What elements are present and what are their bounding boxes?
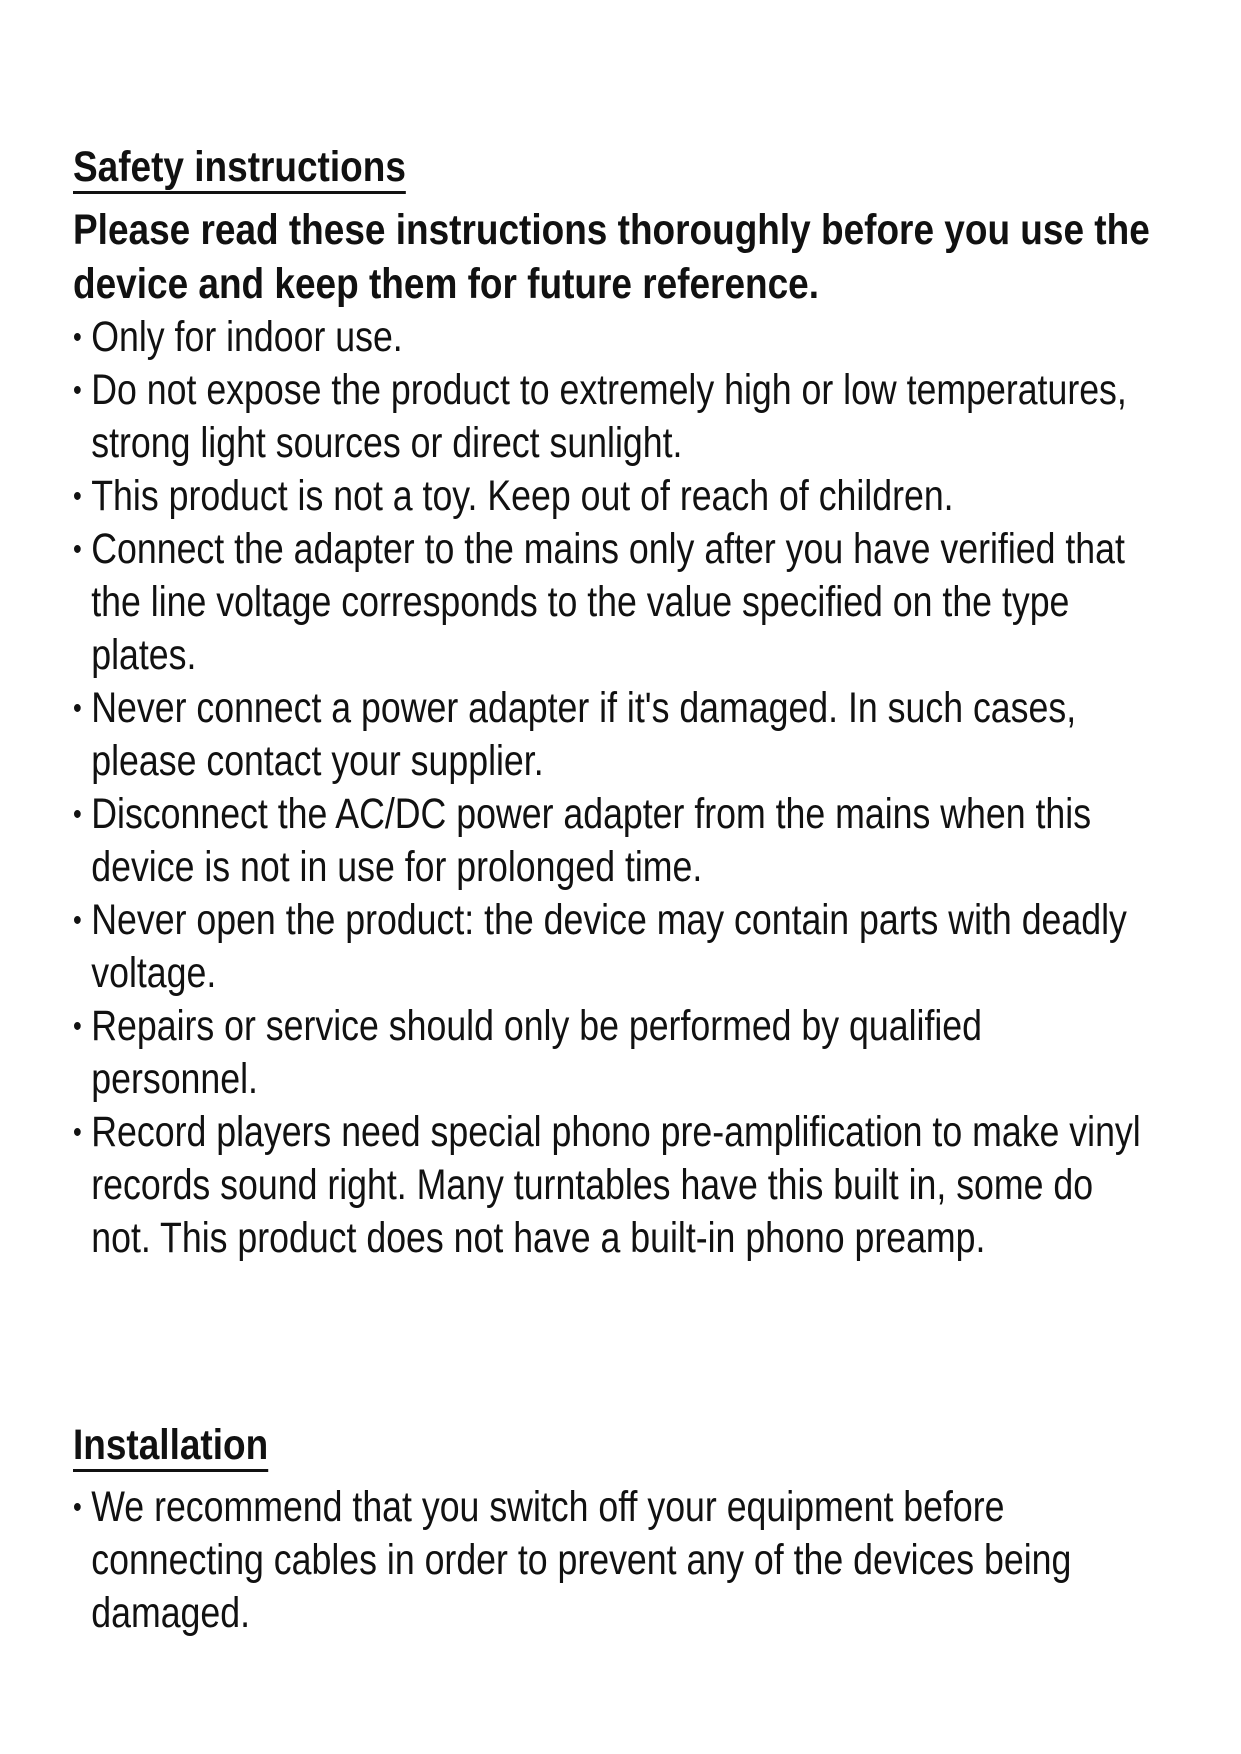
list-item bbox=[73, 364, 1152, 470]
bullet-icon: • bbox=[73, 321, 82, 354]
list-item-text: Record players need special phono pre-amplification to make vinyl records sound right. Many turntables have this built in, some do not. This product does not have a built-in phono preamp. bbox=[91, 1108, 1141, 1262]
safety-intro: Please read these instructions thoroughly before you use the device and keep them for future reference. bbox=[73, 206, 1150, 308]
bullet-icon: • bbox=[73, 374, 82, 407]
list-item bbox=[73, 788, 1152, 894]
list-item bbox=[73, 470, 1152, 523]
list-item-text: We recommend that you switch off your equipment before connecting cables in order to prevent any of the devices being damaged. bbox=[91, 1483, 1072, 1637]
safety-heading-text: Safety instructions bbox=[73, 145, 406, 194]
safety-heading bbox=[73, 142, 406, 194]
bullet-icon: • bbox=[73, 798, 82, 831]
list-item-text: Repairs or service should only be performed by qualified personnel. bbox=[91, 1002, 983, 1103]
list-item bbox=[73, 894, 1152, 1000]
list-item-text: Never open the product: the device may contain parts with deadly voltage. bbox=[91, 896, 1127, 997]
bullet-icon: • bbox=[73, 480, 82, 513]
bullet-icon: • bbox=[73, 904, 82, 937]
bullet-icon: • bbox=[73, 692, 82, 725]
list-item-text: Disconnect the AC/DC power adapter from the mains when this device is not in use for prolonged time. bbox=[91, 790, 1092, 891]
safety-list bbox=[73, 311, 1152, 1265]
list-item bbox=[73, 1481, 1152, 1640]
list-item bbox=[73, 523, 1152, 682]
list-item-text: Only for indoor use. bbox=[91, 313, 403, 361]
list-item bbox=[73, 1106, 1152, 1265]
list-item bbox=[73, 682, 1152, 788]
list-item-text: Do not expose the product to extremely high or low temperatures, strong light sources or direct sunlight. bbox=[91, 366, 1127, 467]
list-item bbox=[73, 311, 1152, 364]
list-item-text: Connect the adapter to the mains only after you have verified that the line voltage corresponds to the value specified on the type plates. bbox=[91, 525, 1125, 679]
installation-heading bbox=[73, 1420, 268, 1472]
installation-list bbox=[73, 1481, 1152, 1640]
list-item bbox=[73, 1000, 1152, 1106]
bullet-icon: • bbox=[73, 1116, 82, 1149]
bullet-icon: • bbox=[73, 1010, 82, 1043]
installation-heading-text: Installation bbox=[73, 1423, 268, 1472]
list-item-text: This product is not a toy. Keep out of reach of children. bbox=[91, 472, 954, 520]
bullet-icon: • bbox=[73, 1491, 82, 1524]
list-item-text: Never connect a power adapter if it's damaged. In such cases, please contact your supplier. bbox=[91, 684, 1077, 785]
bullet-icon: • bbox=[73, 533, 82, 566]
